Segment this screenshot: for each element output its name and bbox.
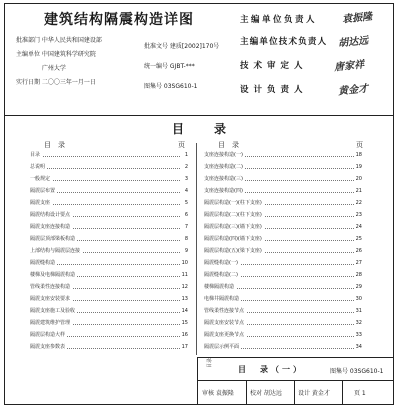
- toc-entry: [204, 246, 362, 256]
- toc-entry-page: 24: [355, 224, 362, 230]
- toc-entry-title: 管线柔性连接构造: [30, 284, 71, 290]
- toc-entry: [204, 294, 362, 304]
- toc-entry-page: 8: [184, 236, 188, 242]
- toc-entry-title: 隔震层构造(四)(墙下支座): [204, 236, 262, 242]
- toc-entry-page: 26: [355, 248, 362, 254]
- toc-entry: [204, 270, 362, 280]
- title-block-reviewer: 审核 袁振隆: [202, 390, 234, 397]
- toc-entry-title: 隔震层构造大样: [30, 332, 66, 338]
- toc-entry-title: 楼梯隔震构造: [204, 284, 235, 290]
- toc-entry-page: 11: [181, 272, 188, 278]
- info-unified-no: 统一编号 GJBT-***: [144, 63, 195, 70]
- atlas-title: 建筑结构隔震构造详图: [44, 12, 194, 28]
- info-effective-date: 实行日期 二〇〇三年一月一日: [16, 79, 96, 86]
- toc-entry-page: 7: [184, 224, 188, 230]
- toc-entry-title: 管线柔性连接节点: [204, 308, 245, 314]
- toc-entry: [204, 306, 362, 316]
- toc-entry-title: 隔震层布置: [30, 188, 56, 194]
- toc-entry-page: 6: [184, 212, 188, 218]
- toc-entry-page: 17: [181, 344, 188, 350]
- title-block-name: 目 录（一）: [238, 365, 304, 374]
- header-divider: [4, 115, 394, 116]
- toc-entry: [204, 162, 362, 172]
- title-block-divider: [198, 380, 394, 381]
- title-block-page: 页 1: [354, 390, 366, 397]
- toc-entry: [204, 186, 362, 196]
- toc-entry-title: 隔震支座安装节点: [204, 320, 245, 326]
- toc-entry-title: 隔震支座安装要求: [30, 296, 71, 302]
- toc-entry-title: 支座连接构造(一): [204, 152, 243, 158]
- toc-entry: [204, 318, 362, 328]
- toc-leader-dots: [30, 156, 180, 157]
- toc-leader-dots: [30, 168, 180, 169]
- title-block-atlas-no: 图集号 03SG610-1: [330, 368, 384, 375]
- toc-entry: [30, 198, 188, 208]
- toc-entry-page: 27: [355, 260, 362, 266]
- toc-entry: [204, 150, 362, 160]
- resp-reviewer: 技术审定人: [240, 61, 308, 71]
- toc-entry-title: 隔震缝构造(一): [204, 260, 238, 266]
- toc-entry-title: 目录: [30, 152, 41, 158]
- toc-entry: [204, 210, 362, 220]
- toc-entry-page: 29: [355, 284, 362, 290]
- title-block-side-label: 目录: [207, 357, 213, 368]
- toc-entry: [30, 186, 188, 196]
- col-head-page-right: 页: [356, 141, 363, 149]
- toc-entry: [204, 282, 362, 292]
- toc-entry-title: 隔震层构造(三)(墙下支座): [204, 224, 262, 230]
- toc-entry-page: 3: [184, 176, 188, 182]
- toc-entry-title: 隔震缝构造: [30, 260, 56, 266]
- resp-designer: 设计负责人: [240, 85, 308, 95]
- toc-entry: [30, 174, 188, 184]
- toc-entry-page: 10: [181, 260, 188, 266]
- toc-entry-page: 18: [355, 152, 362, 158]
- toc-entry: [204, 258, 362, 268]
- toc-entry-title: 隔震支座: [30, 200, 51, 206]
- toc-entry-title: 一般规定: [30, 176, 51, 182]
- toc-entry-title: 隔震支座参数表: [30, 344, 66, 350]
- toc-entry-page: 19: [355, 164, 362, 170]
- toc-entry: [30, 162, 188, 172]
- col-head-name-left: 目 录: [44, 141, 65, 149]
- toc-entry-title: 电梯井隔震构造: [204, 296, 240, 302]
- toc-entry: [30, 210, 188, 220]
- toc-entry-title: 支座连接构造(四): [204, 188, 243, 194]
- toc-entry-page: 13: [181, 296, 188, 302]
- toc-entry-page: 16: [181, 332, 188, 338]
- toc-entry: [204, 222, 362, 232]
- toc-title: 目 录: [172, 122, 229, 136]
- toc-entry: [204, 174, 362, 184]
- toc-entry: [30, 330, 188, 340]
- toc-entry: [30, 282, 188, 292]
- info-approval-no: 批准文号 建质[2002]170号: [144, 43, 220, 50]
- col-head-page-left: 页: [178, 141, 185, 149]
- resp-tech-head: 主编单位技术负责人: [240, 37, 328, 47]
- toc-entry-title: 楼梯及电梯隔震构造: [30, 272, 76, 278]
- toc-entry-title: 上部结构与隔震层连接: [30, 248, 81, 254]
- title-block-vline-2: [294, 380, 295, 405]
- toc-entry: [204, 198, 362, 208]
- toc-column-divider: [196, 143, 197, 355]
- title-block-vline-3: [342, 380, 343, 405]
- toc-entry: [30, 234, 188, 244]
- toc-entry-title: 隔震结构设计要点: [30, 212, 71, 218]
- toc-entry-title: 隔震建筑维护管理: [30, 320, 71, 326]
- toc-entry-page: 4: [184, 188, 188, 194]
- toc-entry-page: 12: [181, 284, 188, 290]
- toc-entry: [30, 258, 188, 268]
- toc-entry: [30, 222, 188, 232]
- toc-entry-page: 15: [181, 320, 188, 326]
- toc-entry: [30, 306, 188, 316]
- toc-entry-page: 32: [355, 320, 362, 326]
- toc-entry-title: 隔震层示例平面: [204, 344, 240, 350]
- toc-entry-page: 2: [184, 164, 188, 170]
- toc-entry-title: 隔震层构造(一)(柱下支座): [204, 200, 262, 206]
- title-block-checker: 校对 胡达远: [250, 390, 282, 397]
- toc-entry: [30, 294, 188, 304]
- info-editor-1: 主编单位 中国建筑科学研究院: [16, 51, 96, 58]
- toc-entry-page: 5: [184, 200, 188, 206]
- col-head-name-right: 目 录: [218, 141, 239, 149]
- toc-leader-dots: [30, 180, 180, 181]
- toc-entry: [204, 330, 362, 340]
- signature-1: 袁振隆: [341, 11, 373, 26]
- toc-leader-dots: [30, 204, 180, 205]
- toc-entry-title: 隔震层构造(二)(柱下支座): [204, 212, 262, 218]
- toc-entry: [30, 150, 188, 160]
- header-block: [4, 3, 394, 115]
- toc-entry: [30, 342, 188, 352]
- toc-entry-title: 隔震层顶部梁板构造: [30, 236, 76, 242]
- toc-entry: [30, 246, 188, 256]
- signature-4: 黄金才: [337, 83, 369, 98]
- signature-3: 唐家祥: [333, 59, 365, 74]
- toc-entry-page: 28: [355, 272, 362, 278]
- toc-entry-page: 20: [355, 176, 362, 182]
- signature-2: 胡达远: [337, 35, 369, 50]
- info-approval-dept: 批准部门 中华人民共和国建设部: [16, 37, 102, 44]
- toc-entry-title: 隔震支座施工及验收: [30, 308, 76, 314]
- info-editor-2: 广州大学: [16, 65, 66, 72]
- toc-entry-title: 隔震支座连接构造: [30, 224, 71, 230]
- resp-chief-unit: 主编单位负责人: [240, 15, 318, 25]
- title-block: [197, 357, 394, 405]
- toc-entry-page: 14: [181, 308, 188, 314]
- toc-entry-title: 隔震支座更换节点: [204, 332, 245, 338]
- toc-entry-title: 支座连接构造(三): [204, 176, 243, 182]
- toc-entry-page: 23: [355, 212, 362, 218]
- toc-entry-page: 25: [355, 236, 362, 242]
- toc-entry-page: 1: [184, 152, 188, 158]
- toc-entry: [204, 342, 362, 352]
- toc-entry-title: 总说明: [30, 164, 46, 170]
- toc-entry-page: 34: [355, 344, 362, 350]
- toc-entry-page: 31: [355, 308, 362, 314]
- toc-entry-title: 隔震层构造(五)(梁下支座): [204, 248, 262, 254]
- toc-entry-page: 33: [355, 332, 362, 338]
- toc-entry-page: 9: [184, 248, 188, 254]
- toc-entry: [30, 270, 188, 280]
- toc-entry-page: 30: [355, 296, 362, 302]
- toc-entry-page: 21: [355, 188, 362, 194]
- title-block-vline-1: [246, 380, 247, 405]
- toc-entry-page: 22: [355, 200, 362, 206]
- toc-entry: [204, 234, 362, 244]
- toc-entry: [30, 318, 188, 328]
- info-atlas-no: 图集号 03SG610-1: [144, 83, 198, 90]
- toc-entry-title: 隔震缝构造(二): [204, 272, 238, 278]
- title-block-designer: 设计 黄金才: [298, 390, 330, 397]
- toc-entry-title: 支座连接构造(二): [204, 164, 243, 170]
